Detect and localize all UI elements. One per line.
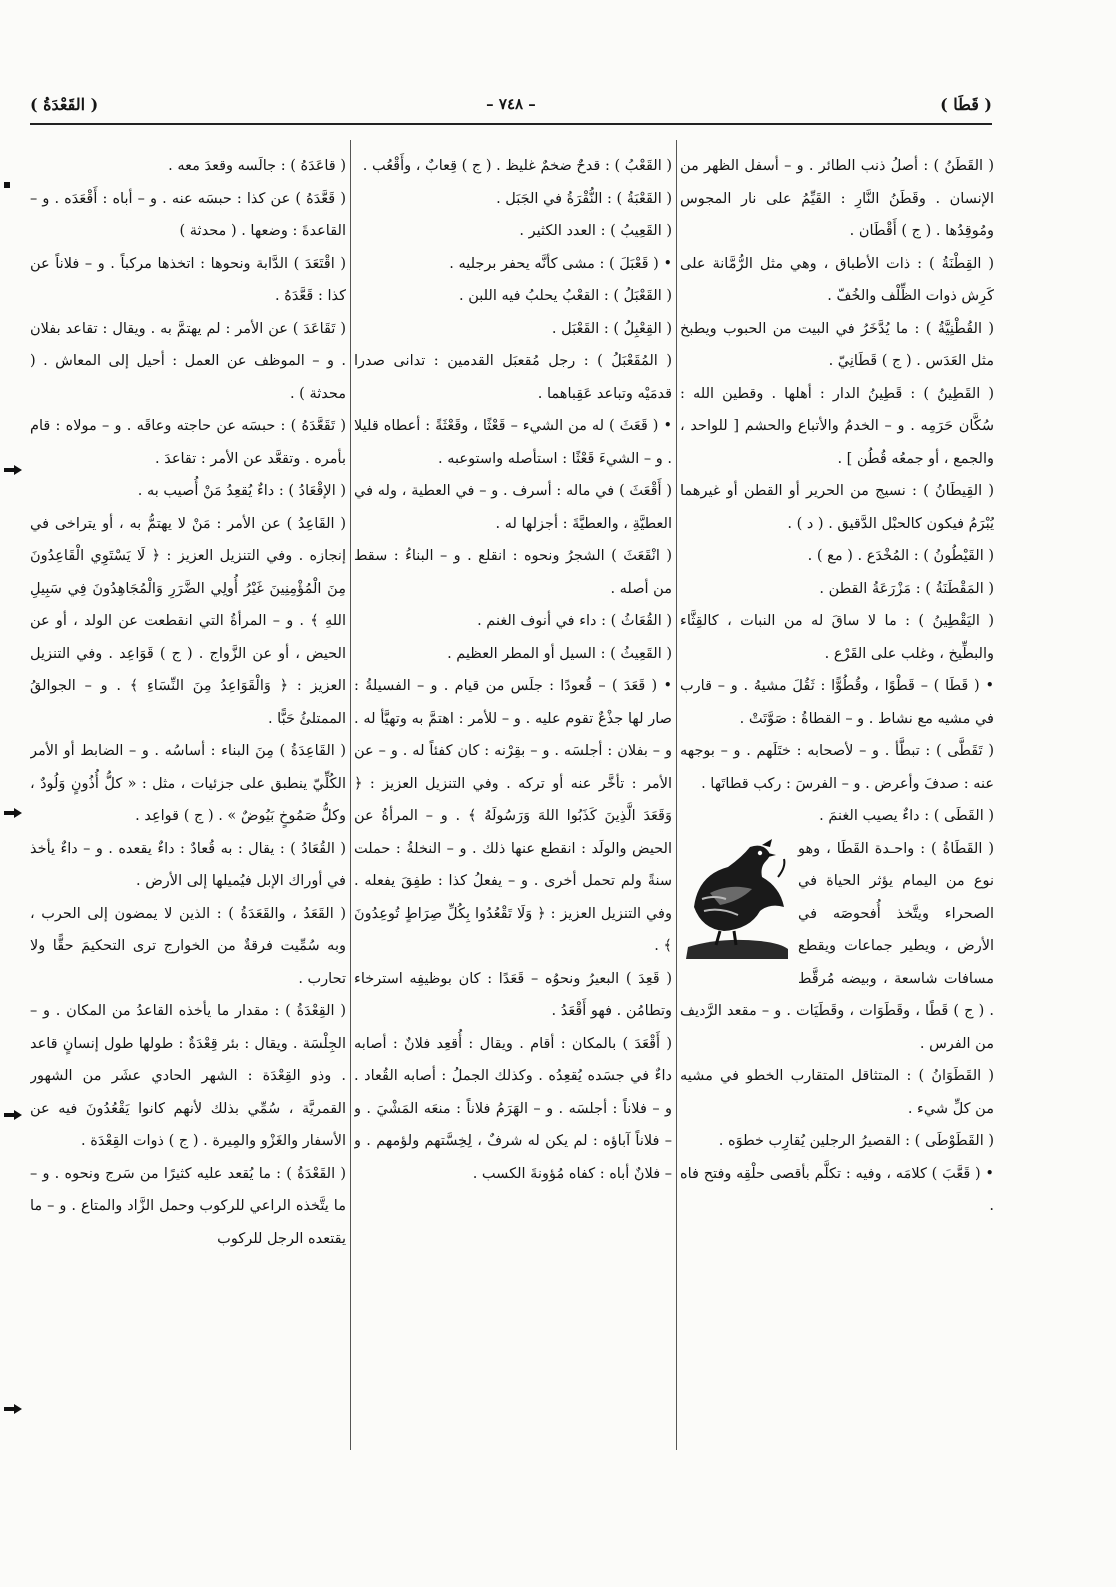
- dictionary-entry: ( القِعْدَةُ ) : مقدار ما يأخذه القاعدُ من المكان . و – الجِلْسَة . ويقال : بئر قِعْدَةٌ : طولها طول إنسانٍ قاعد . وذو القِعْدَة : الشهر الحادي عشَر من الشهور القمريَّة ، سُمِّي بذلك لأنهم كانوا يَقْعُدُونَ فيه عن الأسفار والغَزْو والمِيرة . ( ج ) ذوات القِعْدَة .: [30, 1003, 346, 1149]
- dictionary-entry: ( القِطْنَةُ ) : ذات الأطباق ، وهي مثل الرُّمَّانة على كَرِش ذوات الظِّلْف والخُفّ .: [680, 255, 994, 304]
- margin-arrow-icon: [4, 808, 22, 818]
- dictionary-entry: ( القَطَوْطَى ) : القصيرُ الرجلين يُقارِب خطوَه .: [718, 1133, 994, 1149]
- dictionary-entry: ( القَعَدُ ، والقَعَدَةُ ) : الذين لا يمضون إلى الحرب ، وبه سُمِّيت فرقةٌ من الخوارج ترى التحكيمَ حقًّا ولا تحارب .: [30, 905, 346, 987]
- dictionary-entry: ( أَقْعَدَ ) بالمكان : أقام . ويقال : أُقعِد فلانٌ : أصابه داءٌ في جسَده يُقعِدُه . وكذلك الجملُ : أصابه القُعاد . و – فلاناً : أجلسَه . و – الهَرَمُ فلاناً : منعَه المَشْيَ . و – فلاناً آباؤه : لم يكن له شرفٌ ، لِخِسَّتهم ولؤمهم . و – فلانٌ أباه : كفاه مُؤونةَ الكسب .: [354, 1035, 672, 1182]
- dictionary-entry: ( القَطَى ) : داءٌ يصيب الغنمَ .: [819, 808, 994, 824]
- margin-arrow-icon: [4, 1404, 22, 1414]
- dictionary-entry: ( القَعِيبُ ) : العدد الكثير .: [519, 223, 672, 239]
- dictionary-entry: • ( قَعْبَلَ ) : مشى كأنَّه يحفر برجليه .: [449, 255, 672, 272]
- dictionary-entry: ( القِعْبِلُ ) : القَعْبَل .: [551, 320, 672, 337]
- dictionary-entry: ( أَقْعَثَ ) في ماله : أسرف . و – في العطية ، وله في العطيَّةِ ، والعطيَّةَ : أجزلها له .: [354, 483, 672, 532]
- page-number: – ٧٤٨ –: [486, 95, 536, 113]
- dictionary-entry: ( القِيطَانُ ) : نسيج من الحرير أو القطن أو غيرهما يُبْرَمُ فيكون كالحبْل الدَّقيق . ( د ) .: [680, 483, 994, 532]
- dictionary-entry: • ( قَعَّبَ ) كلامَه ، وفيه : تكلَّم بأقصى حلْقِه وفتح فاه .: [680, 1165, 994, 1214]
- dictionary-entry: • ( قَعَدَ ) – قُعودًا : جلَس من قيام . و – الفسيلةُ : صار لها جذْعٌ تقوم عليه . و – للأمر : اهتمَّ به وتهيَّأ له . و – بفلان : أجلسَه . و – بقِرْنه : كان كفئاً له . و – عن الأمر : تأخَّر عنه أو تركه . وفي التنزيل العزيز : ﴿ وَقَعَدَ الَّذِينَ كَذَبُوا اللهَ وَرَسُولَهُ ﴾ . و – المرأةُ عن الحيض والولَد : انقطع عنها ذلك . و – النخلةُ : حملت سنةً ولم تحمل أخرى . و – يفعلُ كذا : طفِقَ يفعله . وفي التنزيل العزيز : ﴿ وَلَا تَقْعُدُوا بِكُلِّ صِرَاطٍ تُوعِدُونَ ﴾ .: [354, 678, 672, 954]
- dictionary-entry: ( القُعَاثُ ) : داء في أنوف الغنم .: [477, 613, 672, 629]
- dictionary-entry: • ( قَطَا ) – قَطْوًا ، وقُطُوًّا : ثَقُلَ مشيهُ . و – قارب في مشيه مع نشاط . و – القطاةُ : صَوَّتَتْ .: [680, 678, 994, 727]
- header-left-word: ( القَعْدَةُ ): [30, 95, 99, 114]
- dictionary-entry: ( القَيْطُونُ ) : المُخْدَع . ( مع ) .: [807, 548, 994, 564]
- column-middle: [354, 150, 672, 1440]
- margin-arrow-icon: [4, 465, 22, 475]
- dictionary-entry: ( القَطِينُ ) : قَطِينُ الدار : أهلها . وقطين الله : سُكَّان حَرَمِه . و – الخدمُ والأتباع والحشم [ للواحد ، والجمع ، أو جمعُه قُطُن ] .: [680, 385, 994, 467]
- dictionary-entry: ( القَطَاةُ ) : واحـدة القَطَا ، وهو نوع من اليمام يؤثر الحياة في الصحراء ويتَّخذ أُفحوصَه في الأرض ، ويطير جماعات ويقطع مسافات شاسعة ، وبيضه مُرقَّط . ( ج ) قَطًا ، وقَطَوَات ، وقَطَيَات . و – مقعد الرَّديف من الفرس .: [680, 840, 994, 1052]
- dictionary-entry: ( قاعَدَهُ ) : جالَسه وقعدَ معه .: [168, 158, 346, 174]
- column-right: [680, 150, 994, 1440]
- dictionary-entry: ( القَطَوَانُ ) : المتثاقل المتقارب الخطو في مشيه من كلِّ شيء .: [680, 1068, 994, 1117]
- dictionary-entry: ( القُعَادُ ) : يقال : به قُعادٌ : داءٌ يقعده . و – داءٌ يأخذ في أوراك الإبل فيُميلها إلى الأرض .: [30, 840, 346, 889]
- sandgrouse-illustration: [680, 837, 792, 962]
- dictionary-entry: ( القَاعِدَةُ ) مِنَ البناء : أساسُه . و – الضابط أو الأمر الكُلِّيّ ينطبق على جزئيات ، مثل : « كلُّ أُذُونٍ وَلُودٌ ، وكلُّ صَمُوخٍ بَيُوضٌ » . ( ج ) قواعِد .: [30, 743, 346, 824]
- header-right-word: ( قَطَا ): [940, 95, 992, 114]
- margin-bullet: [4, 182, 10, 188]
- dictionary-entry: ( القَعِيثُ ) : السيل أو المطر العظيم .: [447, 645, 672, 662]
- dictionary-entry: ( القُطْنِيَّةُ ) : ما يُدَّخَرُ في البيت من الحبوب ويطبخ مثل العَدَس . ( ج ) قَطَانِيّ .: [680, 320, 994, 369]
- dictionary-entry: ( الإقْعَادُ ) : داءٌ يُقعِدُ مَنْ أُصيب به .: [137, 483, 346, 499]
- dictionary-entry: ( المُقَعْبَلُ ) : رجل مُقعبَل القدمين : تدانى صدرا قدمَيْه وتباعد عَقِباهما .: [354, 353, 672, 402]
- column-divider: [676, 140, 677, 1450]
- column-left: [30, 150, 346, 1440]
- dictionary-entry: ( المَقْطَنَةُ ) : مَزْرَعَةُ القطن .: [819, 580, 994, 597]
- dictionary-entry: ( قَعِدَ ) البعيرُ ونحوُه – قَعَدًا : كان بوظيفِه استرخاء وتطامُن . فهو أَقْعَدُ .: [354, 970, 672, 1019]
- dictionary-entry: ( اقْتَعَدَ ) الدَّابة ونحوها : اتخذها مركباً . و – فلاناً عن كذا : قَعَّدَهُ .: [30, 255, 346, 304]
- dictionary-entry: ( القَاعِدُ ) عن الأمر : مَنْ لا يهتمُّ به ، أو يتراخى في إنجازه . وفي التنزيل العزيز : ﴿ لَا يَسْتَوِي الْقَاعِدُونَ مِنَ الْمُؤْمِنِينَ غَيْرُ أُولِي الضَّرَرِ وَالْمُجَاهِدُونَ فِي سَبِيلِ اللهِ ﴾ . و – المرأةُ التي انقطعت عن الولد ، أو عن الحيض ، أو عن الزَّواج . ( ج ) قَوَاعِد . وفي التنزيل العزيز : ﴿ وَالْقَوَاعِدُ مِنَ النِّسَاءِ ﴾ . و – الجوالقُ الممتلئُ حَبًّا .: [30, 515, 346, 727]
- dictionary-entry: • ( قَعَثَ ) له من الشيء – قَعْثًا ، وقَعْثَةً : أعطاه قليلا . و – الشيءَ قَعْثًا : استأصله واستوعبه .: [354, 418, 672, 467]
- column-divider: [350, 140, 351, 1450]
- dictionary-entry: ( قَعَّدَهُ ) عن كذا : حبسَه عنه . و – أباه : أَقْعَدَه . و – القاعدةَ : وضعها . ( محدثة ): [30, 190, 346, 239]
- dictionary-entry: ( القَعْدَةُ ) : ما يُقعد عليه كثيرًا من سَرج ونحوه . و – ما يتَّخذه الراعي للركوب وحمل الزَّاد والمتاع . و – ما يقتعده الرجل للركوب: [30, 1165, 346, 1247]
- dictionary-entry: ( القَعْبَةُ ) : النُّقْرَةُ في الجَبَل .: [496, 190, 672, 207]
- dictionary-entry: ( القَعْبُ ) : قدحٌ ضخمٌ غليظ . ( ج ) قِعابٌ ، وأَقْعُب .: [362, 158, 672, 174]
- header-rule: [30, 123, 992, 125]
- dictionary-entry: ( القَعْبَلُ ) : القعْبُ يحلبُ فيه اللبن .: [458, 288, 672, 304]
- dictionary-entry: ( القَطَنُ ) : أصلُ ذنب الطائر . و – أسفل الظهر من الإنسان . وقَطَنُ النَّارِ : القَيِّمُ على نار المجوس ومُوقِدُها . ( ج ) أَقْطَان .: [680, 158, 994, 239]
- dictionary-entry: ( تَقَطَّى ) : تبطَّأ . و – لأصحابه : ختَلَهم . و – بوجهه عنه : صدفَ وأعرض . و – الفرسَ : ركب قطاتَها .: [680, 743, 994, 792]
- dictionary-entry: ( تَقَاعَدَ ) عن الأمر : لم يهتمَّ به . ويقال : تقاعد بفلان . و – الموظف عن العمل : أحيل إلى المعاش . ( محدثة ) .: [30, 320, 346, 402]
- dictionary-entry: ( اليَقْطِينُ ) : ما لا ساقَ له من النبات ، كالقِثَّاء والبطِّيخ ، وغلب على القَرْع .: [680, 613, 994, 662]
- dictionary-entry: ( تَقَعَّدَهُ ) : حبسَه عن حاجته وعاقَه . و – مولاه : قام بأمره . وتقعَّد عن الأمر : تقاعدَ .: [30, 418, 346, 467]
- margin-arrow-icon: [4, 1110, 22, 1120]
- dictionary-entry: ( انْقَعَثَ ) الشجرُ ونحوه : انقلع . و – البناءُ : سقط من أصله .: [354, 548, 672, 597]
